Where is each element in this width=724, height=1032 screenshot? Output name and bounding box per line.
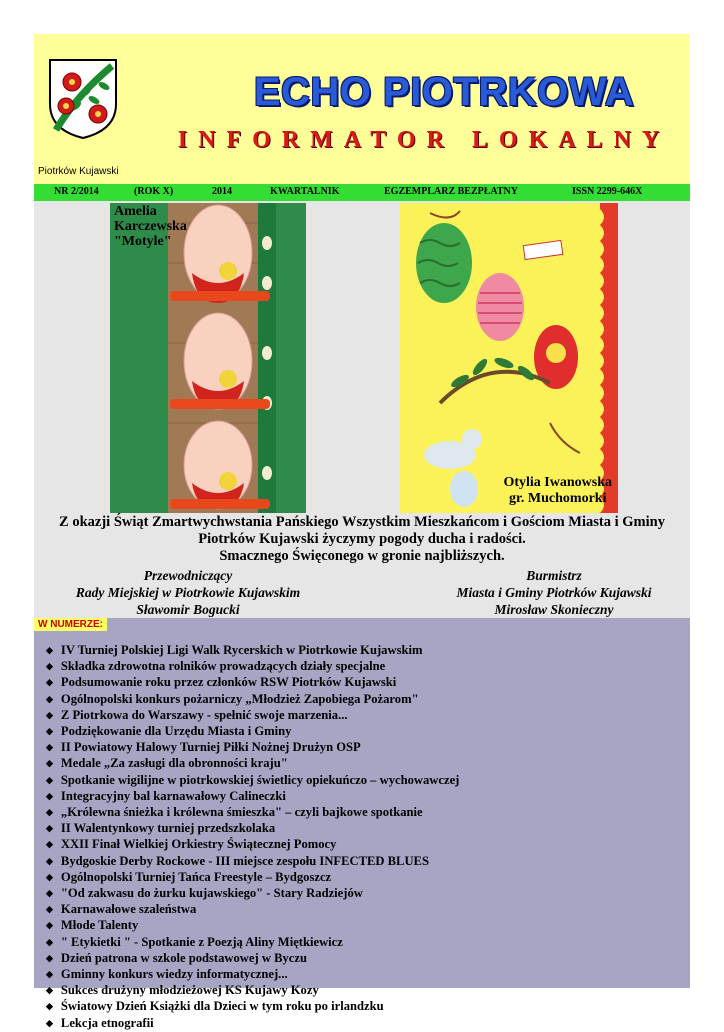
toc-item: ◆ Z Piotrkowa do Warszawy - spełnić swoje marzenia... [46, 708, 459, 724]
issue-date: 2014 [212, 186, 232, 197]
toc-item: ◆ „Królewna śnieżka i królewna śmieszka" – czyli bajkowe spotkanie [46, 805, 459, 821]
toc-item: ◆ " Etykietki " - Spotkanie z Poezją Aliny Miętkiewicz [46, 935, 459, 951]
town-name: Piotrków Kujawski [38, 166, 119, 177]
toc-item: ◆ Sukces drużyny młodzieżowej KS Kujawy Kozy [46, 983, 459, 999]
newsletter-page [34, 34, 690, 1030]
left-photo-caption: Amelia Karczewska "Motyle" [114, 204, 187, 249]
toc-item: ◆ XXII Finał Wielkiej Orkiestry Świątecznej Pomocy [46, 837, 459, 853]
issue-frequency: KWARTALNIK [270, 186, 340, 197]
newsletter-title: ECHO PIOTRKOWA [253, 70, 635, 114]
toc-item: ◆ Składka zdrowotna rolników prowadzących działy specjalne [46, 659, 459, 675]
issue-number: NR 2/2014 [54, 186, 99, 197]
toc-item: ◆ Medale „Za zasługi dla obronności kraju" [46, 756, 459, 772]
issue-year: (ROK X) [134, 186, 174, 197]
issn-label: ISSN 2299-646X [572, 186, 643, 197]
free-copy-label: EGZEMPLARZ BEZPŁATNY [384, 186, 518, 197]
toc-heading: W NUMERZE: [34, 618, 107, 631]
toc-list [46, 643, 459, 1032]
easter-spring-illustration [400, 203, 618, 513]
easter-eggs-illustration [110, 203, 306, 513]
masthead [34, 34, 690, 184]
toc-item: ◆ Gminny konkurs wiedzy informatycznej... [46, 967, 459, 983]
toc-item: ◆ II Powiatowy Halowy Turniej Piłki Nożnej Drużyn OSP [46, 740, 459, 756]
toc-item: ◆ Bydgoskie Derby Rockowe - III miejsce zespołu INFECTED BLUES [46, 854, 459, 870]
toc-item: ◆ Światowy Dzień Książki dla Dzieci w tym roku po irlandzku [46, 999, 459, 1015]
toc-item: ◆ II Walentynkowy turniej przedszkolaka [46, 821, 459, 837]
toc-item: ◆ Podziękowanie dla Urzędu Miasta i Gminy [46, 724, 459, 740]
signature-mayor: Burmistrz Miasta i Gminy Piotrków Kujawski Mirosław Skonieczny [456, 568, 652, 617]
toc-item: ◆ Ogólnopolski konkurs pożarniczy „Młodzież Zapobiega Pożarom" [46, 692, 459, 708]
toc-item: ◆ Lekcja etnografii [46, 1016, 459, 1032]
toc-item: ◆ "Od zakwasu do żurku kujawskiego" - Stary Radziejów [46, 886, 459, 902]
toc-item: ◆ Integracyjny bal karnawałowy Calineczki [46, 789, 459, 805]
coat-of-arms-icon [46, 56, 120, 140]
toc-item: ◆ Karnawałowe szaleństwa [46, 902, 459, 918]
toc-item: ◆ Ogólnopolski Turniej Tańca Freestyle – Bydgoszcz [46, 870, 459, 886]
toc-item: ◆ IV Turniej Polskiej Ligi Walk Rycerskich w Piotrkowie Kujawskim [46, 643, 459, 659]
easter-card-photo-left [110, 203, 306, 513]
toc-item: ◆ Dzień patrona w szkole podstawowej w Byczu [46, 951, 459, 967]
issue-info-bar [34, 184, 690, 201]
signature-council-chairman: Przewodniczący Rady Miejskiej w Piotrkowie Kujawskim Sławomir Bogucki [75, 568, 301, 617]
greeting-section [34, 201, 690, 618]
table-of-contents [34, 618, 690, 1030]
easter-card-photo-right [400, 203, 618, 513]
toc-item: ◆ Spotkanie wigilijne w piotrkowskiej świetlicy opiekuńczo – wychowawczej [46, 773, 459, 789]
toc-item: ◆ Młode Talenty [46, 918, 459, 934]
right-photo-caption: Otylia Iwanowska gr. Muchomorki [503, 475, 612, 506]
easter-greeting: Z okazji Świąt Zmartwychwstania Pańskiego Wszystkim Mieszkańcom i Gościom Miasta i Gminy Piotrków Kujawski życzymy pogody ducha i radości. Smacznego Święconego w gronie najbliższych. [59, 514, 665, 564]
newsletter-subtitle: INFORMATOR LOKALNY [177, 127, 671, 153]
toc-item: ◆ Podsumowanie roku przez członków RSW Piotrków Kujawski [46, 675, 459, 691]
